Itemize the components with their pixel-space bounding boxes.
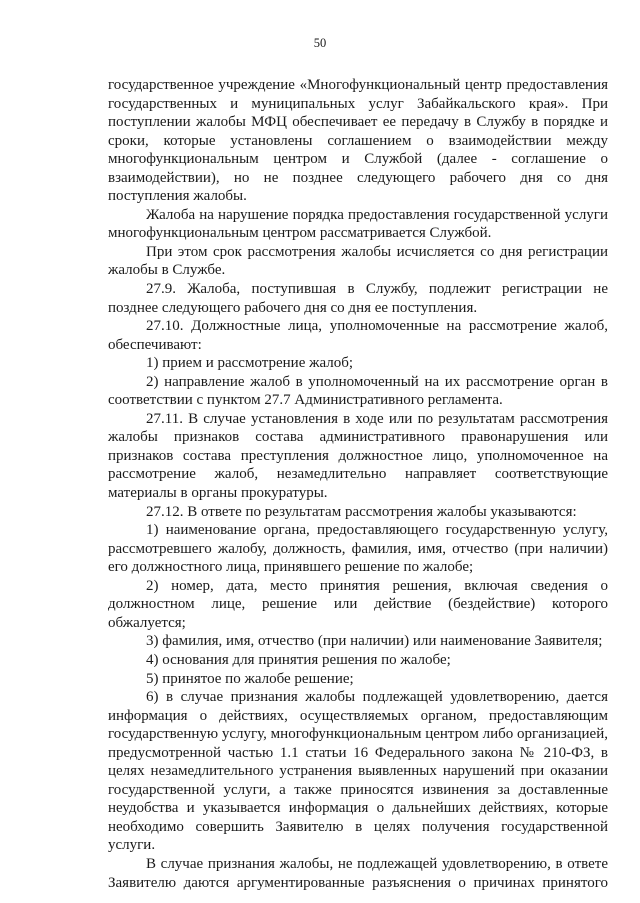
paragraph: 27.9. Жалоба, поступившая в Службу, подлежит регистрации не позднее следующего рабочего дня со дня ее поступления. [108,281,608,316]
paragraph: 27.11. В случае установления в ходе или по результатам рассмотрения жалобы признаков состава административного правонарушения или признаков состава преступления должностное лицо, уполномоченное на рассмотрение жалоб, незамедлительно направляет соответствующие материалы в органы прокуратуры. [108,410,608,502]
paragraph: государственное учреждение «Многофункциональный центр предоставления государственных и муниципальных услуг Забайкальского края». При поступлении жалобы МФЦ обеспечивает ее передачу в Службу в порядке и сроки, которые установлены соглашением о взаимодействии между многофункциональным центром и Службой (далее - соглашение о взаимодействии), но не позднее следующего рабочего дня со дня поступления жалобы. [108,77,608,205]
paragraph: Жалоба на нарушение порядка предоставления государственной услуги многофункциональным центром рассматривается Службой. [108,206,608,242]
list-item: 5) принятое по жалобе решение; [146,670,354,687]
list-item: 3) фамилия, имя, отчество (при наличии) или наименование Заявителя; [146,633,603,650]
paragraph: В случае признания жалобы, не подлежащей удовлетворению, в ответе Заявителю даются аргументированные разъяснения о причинах принятого [108,855,608,891]
paragraph: 27.10. Должностные лица, уполномоченные на рассмотрение жалоб, обеспечивают: [108,318,608,353]
list-item: 4) основания для принятия решения по жалобе; [146,651,451,668]
list-item: 1) наименование органа, предоставляющего государственную услугу, рассмотревшего жалобу, должность, фамилия, имя, отчество (при наличии) его должностного лица, принявшего решение по жалобе; [108,522,608,576]
list-item: 2) номер, дата, место принятия решения, включая сведения о должностном лице, решение или действие (бездействие) которого обжалуется; [108,577,608,631]
paragraph: При этом срок рассмотрения жалобы исчисляется со дня регистрации жалобы в Службе. [108,243,608,279]
list-item: 6) в случае признания жалобы подлежащей удовлетворению, дается информация о действиях, осуществляемых органом, предоставляющим государственную услугу, многофункциональным центром либо организацией, предусмотренной частью 1.1 статьи 16 Федерального закона № 210-ФЗ, в целях незамедлительного устранения выявленных нарушений при оказании государственной услуги, а также приносятся извинения за доставленные неудобства и указывается информация о дальнейших действиях, которые необходимо совершить Заявителю в целях получения государственной услуги. [108,689,608,854]
list-item: 1) прием и рассмотрение жалоб; [146,355,354,372]
paragraph: 27.12. В ответе по результатам рассмотрения жалобы указываются: [146,503,577,520]
page-number: 50 [313,36,327,50]
document-body [108,76,608,892]
list-item: 2) направление жалоб в уполномоченный на их рассмотрение орган в соответствии с пунктом 27.7 Административного регламента. [108,373,608,409]
